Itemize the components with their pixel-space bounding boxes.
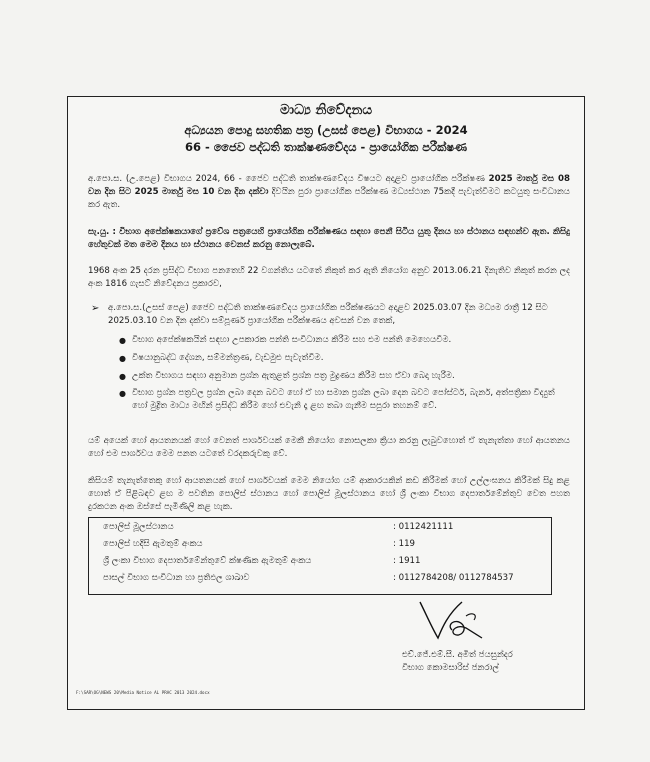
notice-title: මාධ්‍ය නිවේදනය (279, 102, 373, 118)
signature-image (412, 594, 496, 644)
footer-file-path: F:\SAR\OG\NEWS 20\Media Notice AL PRAC 2013 2024.docx (76, 690, 210, 695)
contact-number: : 0112784208/ 0112784537 (393, 573, 514, 583)
sub-item-text: උක්ත විභාගය සඳහා අනුමාන ප්‍රශ්න ඇතුළත් ප්‍රශ්න පත්‍ර මුද්‍රණය කිරීම සහ ඒවා බෙදා හැරීම. (132, 371, 455, 381)
paragraph-gazette: 1968 අංක 25 දරන ප්‍රසිද්ධ විභාග පනතෙහි 22 වගන්තිය යටතේ නිකුත් කර ඇති නියෝග අනුව 2013.06.21 දිනැතිව නිකුත් කරන ලද අංක 1816 ගැසට් නිවේදනය ප්‍රකාරව, (88, 266, 570, 290)
bullet-dot-icon: ● (119, 336, 126, 345)
paragraph-note: සැ.යු. : විභාග අපේක්ෂකයාගේ ප්‍රවේශ පත්‍රයෙහි ප්‍රායෝගික පරීක්ෂණය සඳහා පෙනී සිටිය යුතු දිනය හා ස්ථානය සඳහන්ව ඇත. කිසිදු හේතුවක් මත මෙම දිනය හා ස්ථානය වෙනස් කරනු නොලැබේ. (88, 227, 570, 251)
contact-label: ශ්‍රී ලංකා විභාග දෙපාර්තමේන්තුවේ ක්ෂණික ඇමතුම් අංකය (103, 556, 312, 566)
sub-item (119, 334, 570, 347)
contact-label: පොලිස් මූලස්ථානය (103, 522, 174, 532)
contact-row (89, 554, 551, 570)
contact-row (89, 537, 551, 553)
contact-number: : 119 (393, 539, 416, 549)
schedule-text-a: අ.පො.ස. (උ.පෙළ) විභාගය 2024, 66 - ජෛව පද්ධති තාක්ෂණවේදය විෂයට අදාළව ප්‍රායෝගික පරීක්ෂණ (88, 174, 489, 184)
contact-label: පොලිස් හදිසි ඇමතුම් අංකය (103, 539, 203, 549)
bullet-dot-icon: ● (119, 389, 126, 398)
sub-item-text: විභාග අපේක්ෂකයින් සඳහා උපකාරක පන්ති සංවිධානය කිරීම සහ එම පන්ති මෙහෙයවීම. (132, 335, 452, 345)
schedule-text-b: දිවයින පුරා ප්‍රායෝගික පරීක්ෂණ මධ්‍යස්ථාන 75කදී පැවැත්වීමට කටයුතු සංවිධානය කර ඇත. (88, 187, 570, 211)
sub-item-text: විෂයානුබද්ධ දේශන, සම්මන්ත්‍රණ, වැඩමුළු පැවැත්වීම. (132, 353, 324, 363)
bullet-dot-icon: ● (119, 372, 126, 381)
arrow-bullet-icon: ➢ (91, 303, 100, 314)
bullet-text: අ.පො.ස.(උසස් පෙළ) ජෛව පද්ධති තාක්ෂණවේදය ප්‍රායෝගික පරීක්ෂණයට අදාළව 2025.03.07 දින මධ්‍යම රාත්‍රී 12 සිට 2025.03.10 වන දින දක්වා සම්පූර්ණ ප්‍රායෝගික පරීක්ෂණය අවසන් වන තෙක්, (108, 303, 548, 327)
sub-item-text: විභාග ප්‍රශ්න පත්‍රවල ප්‍රශ්න ලබා දෙන බවට හෝ ඒ හා සමාන ප්‍රශ්න ලබා දෙන බවට පෝස්ටර්, බැනර්, අත්පත්‍රිකා විද්‍යුත් හෝ මුද්‍රිත මාධ්‍ය මඟින් ප්‍රසිද්ධ කිරීම හෝ එවැනි දෑ ළඟ තබා ගැනීම සපුරා තහනම් වේ. (132, 388, 555, 412)
contact-number: : 1911 (393, 556, 421, 566)
sub-item (119, 370, 570, 383)
contact-row (89, 571, 551, 587)
sub-item (119, 352, 570, 365)
bullet-restrictions (91, 302, 570, 328)
paragraph-schedule (88, 173, 570, 213)
contact-table (88, 517, 552, 595)
sub-item (119, 387, 570, 413)
contact-number: : 0112421111 (393, 522, 454, 532)
paragraph-offence: යම් අයෙක් හෝ ආයතනයක් හෝ වෙනත් පාර්ශවයක් මෙකී නියෝග නොසලකා ක්‍රියා කරනු ලැබුවහොත් ඒ තැනැත්තා හෝ ආයතනය හෝ එම පාර්ශවය මෙම පනත යටතේ වරදකරුවකු වේ. (88, 436, 570, 460)
notice-subtitle-exam: අධ්‍යයන පොදු සහතික පත්‍ර (උසස් පෙළ) විභාගය - 2024 (184, 123, 468, 137)
schedule-dates: 2025 මාර්තු මස 08 වන දින සිට 2025 මාර්තු මස 10 වන දින දක්වා (88, 174, 571, 198)
bullet-dot-icon: ● (119, 354, 126, 363)
signatory-name: එච්.ජේ.එම්.සී. අමිත් ජයසුන්දර (402, 650, 513, 660)
signatory-title: විභාග කොමසාරිස් ජනරාල් (402, 663, 499, 673)
paragraph-complaints: කිසියම් තැනැත්තෙකු හෝ ආයතනයක් හෝ පාර්ශවයක් මෙම නියෝග යම් ආකාරයකින් කඩ කිරීමක් හෝ උල්ලංඝනය කිරීමක් සිදු කළ හොත් ඒ පිළිබඳව ළඟ ම පවතින පොලිස් ස්ථානය හෝ පොලිස් මූලස්ථානය හෝ ශ්‍රී ලංකා විභාග දෙපාර්තමේන්තුව වෙත පහත දුරකථන අංක ඔස්සේ පැමිණිලි කළ හැක. (88, 476, 570, 513)
contact-label: පාසල් විභාග සංවිධාන හා ප්‍රතිඵල ශාඛාව (103, 573, 250, 583)
notice-frame (67, 96, 585, 710)
contact-row (89, 520, 551, 536)
notice-subtitle-subject: 66 - ජෛව පද්ධති තාක්ෂණවේදය - ප්‍රායෝගික පරීක්ෂණ (184, 140, 468, 154)
